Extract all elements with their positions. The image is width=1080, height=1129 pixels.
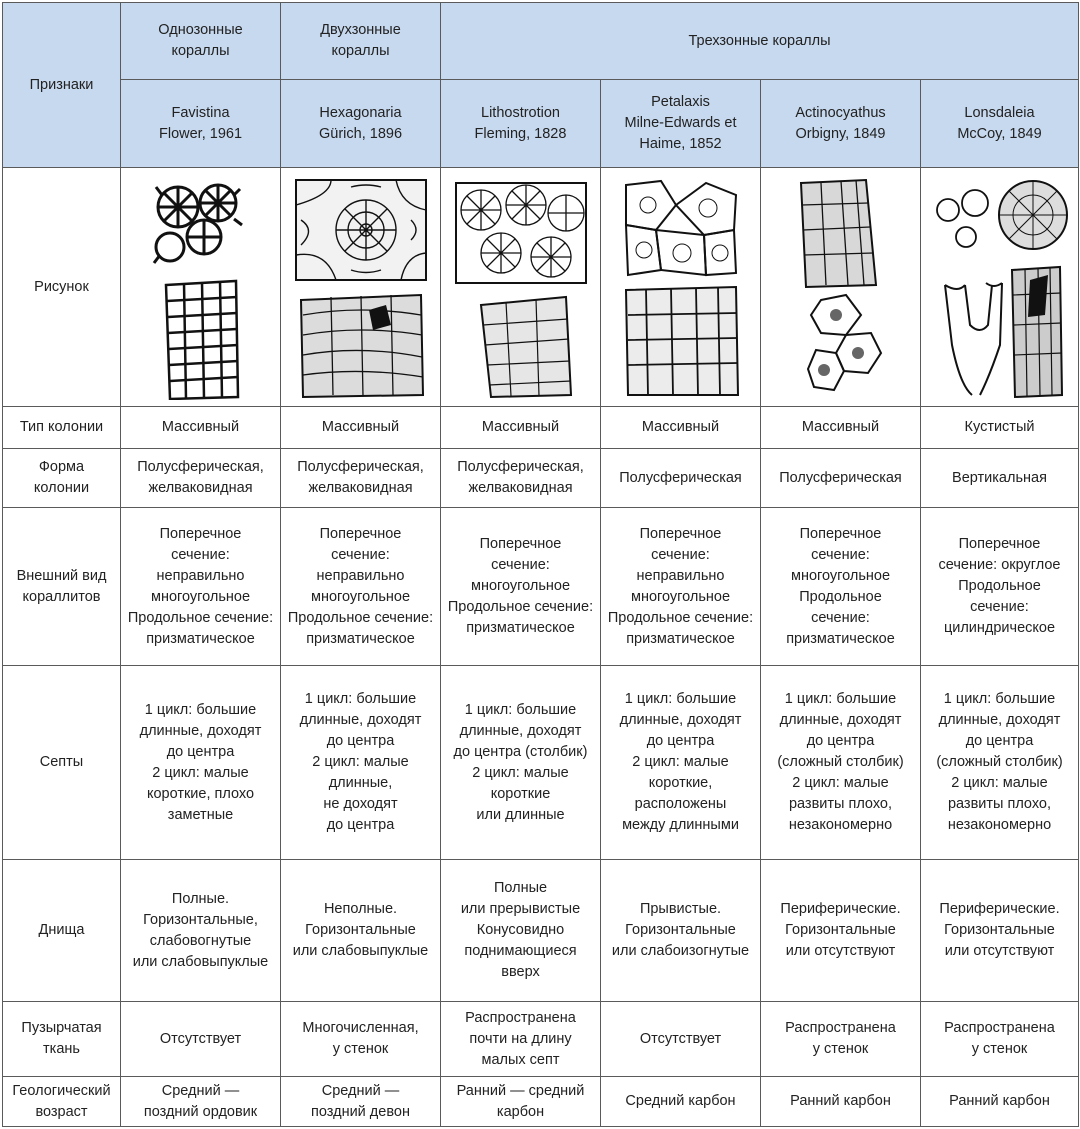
features-header: Признаки (3, 3, 121, 168)
genus-lithostrotion: Lithostrotion Fleming, 1828 (441, 80, 601, 168)
hexagonaria-illustration (291, 175, 431, 400)
cell-septa: 1 цикл: большие длинные, доходят до центра (сложный столбик) 2 цикл: малые развиты плохо, незакономерно (921, 666, 1079, 860)
cell-appearance: Поперечное сечение: неправильно многоугольное Продольное сечение: призматическое (281, 508, 441, 666)
row-age (3, 1077, 1079, 1127)
cell-colony-form: Полусферическая, желваковидная (441, 449, 601, 508)
cell-colony-type: Массивный (281, 407, 441, 449)
row-septa (3, 666, 1079, 860)
cell-colony-form: Вертикальная (921, 449, 1079, 508)
cell-tabulae: Периферические. Горизонтальные или отсутствуют (921, 860, 1079, 1002)
row-appearance (3, 508, 1079, 666)
cell-septa: 1 цикл: большие длинные, доходят до центра 2 цикл: малые короткие, расположены между длинными (601, 666, 761, 860)
row-tabulae (3, 860, 1079, 1002)
row-label-appearance: Внешний вид кораллитов (3, 508, 121, 666)
double-zone-header: Двухзонные кораллы (281, 3, 441, 80)
coral-comparison-table (2, 2, 1079, 1127)
genus-actinocyathus: Actinocyathus Orbigny, 1849 (761, 80, 921, 168)
cell-septa: 1 цикл: большие длинные, доходят до центра (столбик) 2 цикл: малые короткие или длинные (441, 666, 601, 860)
genus-hexagonaria: Hexagonaria Gürich, 1896 (281, 80, 441, 168)
genus-petalaxis: Petalaxis Milne-Edwards et Haime, 1852 (601, 80, 761, 168)
row-colony-type (3, 407, 1079, 449)
figure-lithostrotion (441, 168, 601, 407)
favistina-illustration (146, 175, 256, 400)
cell-colony-type: Массивный (601, 407, 761, 449)
row-colony-form (3, 449, 1079, 508)
figure-favistina (121, 168, 281, 407)
cell-tabulae: Прывистые. Горизонтальные или слабоизогнутые (601, 860, 761, 1002)
cell-vesicular: Отсутствует (601, 1002, 761, 1077)
cell-tabulae: Полные или прерывистые Конусовидно поднимающиеся вверх (441, 860, 601, 1002)
genus-lonsdaleia: Lonsdaleia McCoy, 1849 (921, 80, 1079, 168)
lithostrotion-illustration (451, 175, 591, 400)
cell-septa: 1 цикл: большие длинные, доходят до центра 2 цикл: малые короткие, плохо заметные (121, 666, 281, 860)
row-label-age: Геологический возраст (3, 1077, 121, 1127)
row-label-septa: Септы (3, 666, 121, 860)
actinocyathus-illustration (786, 175, 896, 400)
cell-colony-type: Массивный (761, 407, 921, 449)
figure-actinocyathus (761, 168, 921, 407)
cell-age: Ранний — средний карбон (441, 1077, 601, 1127)
cell-tabulae: Периферические. Горизонтальные или отсутствуют (761, 860, 921, 1002)
row-label-drawing: Рисунок (3, 168, 121, 407)
row-label-colony-form: Форма колонии (3, 449, 121, 508)
cell-colony-type: Массивный (441, 407, 601, 449)
cell-septa: 1 цикл: большие длинные, доходят до центра (сложный столбик) 2 цикл: малые развиты плохо, незакономерно (761, 666, 921, 860)
cell-colony-form: Полусферическая, желваковидная (281, 449, 441, 508)
cell-age: Средний — поздний девон (281, 1077, 441, 1127)
header-row-genera (3, 80, 1079, 168)
cell-appearance: Поперечное сечение: неправильно многоугольное Продольное сечение: призматическое (601, 508, 761, 666)
petalaxis-illustration (616, 175, 746, 400)
figure-petalaxis (601, 168, 761, 407)
cell-age: Средний карбон (601, 1077, 761, 1127)
cell-septa: 1 цикл: большие длинные, доходят до центра 2 цикл: малые длинные, не доходят до центра (281, 666, 441, 860)
cell-vesicular: Распространена у стенок (761, 1002, 921, 1077)
cell-tabulae: Неполные. Горизонтальные или слабовыпуклые (281, 860, 441, 1002)
cell-colony-type: Массивный (121, 407, 281, 449)
cell-age: Средний — поздний ордовик (121, 1077, 281, 1127)
cell-vesicular: Многочисленная, у стенок (281, 1002, 441, 1077)
figure-lonsdaleia (921, 168, 1079, 407)
figure-hexagonaria (281, 168, 441, 407)
single-zone-header: Однозонные кораллы (121, 3, 281, 80)
cell-appearance: Поперечное сечение: округлое Продольное сечение: цилиндрическое (921, 508, 1079, 666)
triple-zone-header: Трехзонные кораллы (441, 3, 1079, 80)
cell-colony-type: Кустистый (921, 407, 1079, 449)
header-row-groups (3, 3, 1079, 80)
cell-appearance: Поперечное сечение: многоугольное Продольное сечение: призматическое (761, 508, 921, 666)
row-label-vesicular: Пузырчатая ткань (3, 1002, 121, 1077)
cell-colony-form: Полусферическая (601, 449, 761, 508)
row-label-tabulae: Днища (3, 860, 121, 1002)
row-vesicular (3, 1002, 1079, 1077)
cell-vesicular: Отсутствует (121, 1002, 281, 1077)
cell-colony-form: Полусферическая, желваковидная (121, 449, 281, 508)
cell-vesicular: Распространена у стенок (921, 1002, 1079, 1077)
cell-age: Ранний карбон (921, 1077, 1079, 1127)
cell-age: Ранний карбон (761, 1077, 921, 1127)
lonsdaleia-illustration (930, 175, 1070, 400)
cell-appearance: Поперечное сечение: неправильно многоугольное Продольное сечение: призматическое (121, 508, 281, 666)
row-label-colony-type: Тип колонии (3, 407, 121, 449)
row-drawing (3, 168, 1079, 407)
cell-tabulae: Полные. Горизонтальные, слабовогнутые или слабовыпуклые (121, 860, 281, 1002)
cell-colony-form: Полусферическая (761, 449, 921, 508)
cell-vesicular: Распространена почти на длину малых септ (441, 1002, 601, 1077)
cell-appearance: Поперечное сечение: многоугольное Продольное сечение: призматическое (441, 508, 601, 666)
genus-favistina: Favistina Flower, 1961 (121, 80, 281, 168)
